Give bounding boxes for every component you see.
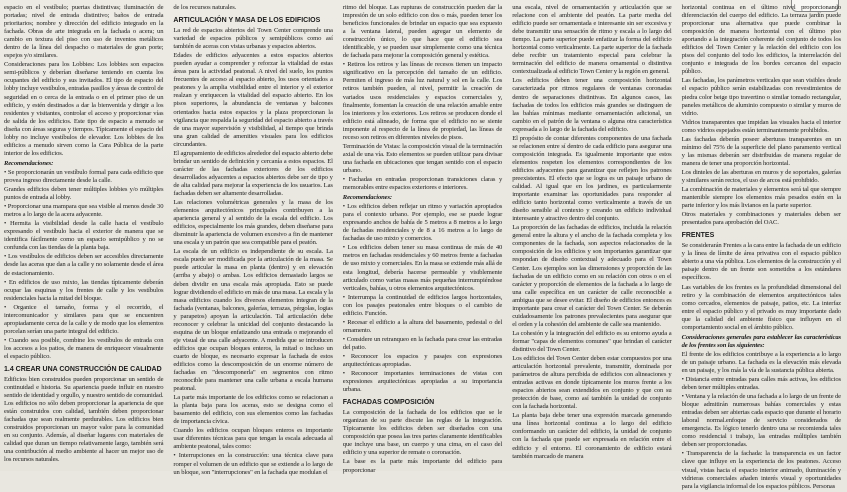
paragraph: Las relaciones volumétricas generales y la masa de los elementos arquitectónicos principales contribuyen a la apariencia general y al sentido de la escala del edificio. Los edificios, especialmente los más grandes, deben diseñarse para disminuir la apariencia de volumen excesivo a fin de mantener una escala y un patrón que sea compatible para el peatón. [173, 199, 333, 247]
paragraph: • Reconocer importantes terminaciones de vistas con expresiones arquitectónicas apropiadas a su importancia urbana. [342, 370, 503, 394]
paragraph: El agrupamiento de edificios alrededor del espacio abierto debe brindar un sentido de definición y cercanía a estos espacios. El carácter de las fachadas exteriores de los edificios desarrollados adyacentes a espacios abiertos debe ser de tipo y de alta calidad para mejorar la experiencia de los usuarios. Las fachadas deben ser altamente desarrolladas. [173, 149, 333, 197]
paragraph: horizontal continua en el último nivel proporcionando diferenciación del cuerpo del edificio. La terraza jardín puede proporcionar una alternativa que puede combinar la composición de manera horizontal con el último piso aportando a la integración coherente del conjunto de todos los edificios del Town Center y la relación del edificio con los pisos del conjunto del todo los edificios, la interrelación del conjunto e integrada de los bordes cercanos del espacio público. [681, 4, 841, 76]
paragraph: • Los edificios deben reflejar un ritmo y variación apropiados para el contexto urbano. Por ejemplo, ese se puede lograr expresando anchos de bahía de 5 metros a 8 metros a lo largo de fachadas residenciales y de 8 a 16 metros a lo largo de fachadas de uso mixto y comercios. [342, 203, 503, 243]
paragraph: Edades de edificios adyacentes a estos espacios abiertos pueden ayudar a comprender y reforzar la vitalidad de estas áreas para la actividad peatonal. A nivel del suelo, los puntos frecuentes de acceso al espacio abierto, los usos orientados a peatones y la amplia visibilidad entre el interior y el exterior realzan y enriquecen la vitalidad del espacio abierto. En los pisos superiores, la abundancia de ventanas y balcones orientados hacia estos espacios y la plaza proporcionan la vigilancia que respalda la seguridad del espacio abierto a través de una mayor supervisión y visibilidad, al tiempo que brinda una gran calidad de amenities visuales para los edificios circundantes. [173, 52, 333, 148]
paragraph: • Se proporcionarán un vestíbulo formal para cada edificio que provea ingreso directamente desde la calle. [4, 168, 164, 184]
paragraph: • Interrupciones en la construcción: una técnica clave para romper el volumen de un edificio que se extiende a lo largo de un bloque, son "interrupciones" en la fachada que modulan el [173, 452, 333, 476]
paragraph: una escala, nivel de ornamentación y articulación que se relacione con el ambiente del peatón. La parte media del edificio puede ser ornamentada e interesante sin ser excesiva y debe transmitir una sensación de ritmo y escala a lo largo del tiempo. La parte superior puede enfatizar la forma del edificio horizontal como verticalmente. La parte superior de la fachada debe recibir un tratamiento especial para celebrar la terminación del edificio de manera ornamental o distintiva contextualizada al edificio Town Center y la región en general. [512, 4, 672, 76]
paragraph: La parte más importante de los edificios como se relacionan a la planta baja para los aceras, esto se designa como el basamento del edificio, con sus elementos como las fachadas de importancia cívica. [173, 394, 333, 426]
paragraph: Los edificios del Town Center deben estar compuestos por una articulación horizontal prevalente, transmitir, dominada por parámetros de altura percibida de edificios con alineaciones y entradas activas en donde típicamente los muros frente a los espacios abiertos sean extendidos en conjunto y que con su protección de base, como así también la unidad de conjunto con la fachada horizontal. [512, 355, 672, 411]
paragraph: La planta baja debe tener una expresión marcada generando una línea horizontal continua a lo largo del edificio conformando un carácter del edificio, la unidad de conjunto con la fachada que puede ser expresada en relación entre el edificio y el entorno. El coronamiento de edificio estará también marcado de manera [512, 412, 672, 460]
section-heading: FRENTES [681, 232, 715, 240]
paragraph: • Cuando sea posible, combine los vestíbulos de entrada con los accesos a los patios, de manera de enriquecer visualmente el espacio público. [4, 336, 164, 360]
paragraph: Terminación de Vistas: la composición visual de la terminación axial de una vía. Esto elementos se pueden utilizar para divisar una fachada en ubicaciones que tengan sentido con el espacio urbano. [342, 142, 503, 174]
paragraph: La escala de un edificio es independiente de su escala. La escala puede ser modificada por la articulación de la masa. Se puede articular la masa en planta (dentro) y en elevación (arriba y abajo) o ambas. Los edificios demasiado largos se deben dividir en una escala más apropiada. Esto se puede lograr dividiendo el edificio en más de una masa. La escala y la masa edificios cuando los diversos elementos integran de la fachada (ventanas, balcones, galerías, terrazas, pérgolas, logias y parapetos) apoyan la articulación. Tal articulación debe reconocer y celebrar la unicidad del conjunto destacando la esquina de un bloque enfatizando una entrada o mejorando el eje visual de una calle adyacente. A medida que se introducen edificios que ocupan bloques enteros, la mitad o incluso un cuarto de bloque, es necesario expresar la fachada de estos edificios como la descomposición de un enorme número de fachadas en "descomponerla" en segmentos con ritmo reconocible para mantener una calle urbana a escala humana peatonal. [173, 248, 333, 393]
paragraph: Las fachadas deberán poseer aberturas transparentes en un mínimo del 75% de la superficie del plano paramento vertical y las mismas deberán ser distribuidas de manera regular de manera de tener una proporción horizontal. [681, 135, 841, 167]
section-heading: ARTICULACIÓN Y MASA DE LOS EDIFICIOS [173, 17, 321, 25]
subheading: Recomendaciones: [4, 159, 54, 167]
section-heading: FACHADAS COMPOSICIÓN [342, 399, 435, 407]
paragraph: • Organice el tamaño, forma y el recorrido, el intercomunicador y similares para que se encuentren apropiadamente cerca de la calle y de modo que los elementos porcelan serían una parte integral del edificio. [4, 303, 164, 335]
subheading: Recomendaciones: [342, 194, 392, 202]
paragraph: • Proporcionar una mampara que sea visible al menos desde 30 metros a lo largo de la acera adyacente. [4, 203, 164, 219]
paragraph: ritmo del bloque. Las rupturas de construcción pueden dar la impresión de un solo edificio con dos o más, pueden tener los beneficios funcionales de brindar un espacio que sea expuesto a la ventana lateral, pueden agregar un elemento de construcción único, lo que hace que el edificio sea identificable, y se pueden usar simplemente como una técnica de fachada para mejorar la composición general y estética. [342, 4, 503, 60]
paragraph: Los edificios deben tener una composición horizontal caracterizada por ritmos regulares de ventanas coronadas dentro de separaciones distintivas. En algunos casos, las fachadas de todos los edificios más grandes se distinguen de las bahías mínimas mediante ornamentación adicional, un cambio en el patrón de la ventana o alguna otra característica expresada a lo largo de la fachada del edificio. [512, 77, 672, 133]
text-column-3 [343, 4, 502, 492]
paragraph: • Retiros los retiros y las líneas de recesos tienen un impacto significativo en la percepción del tamaño de un edificio. Permiten el ingreso de más luz natural y sol en la calle. Los retiros también pueden, al nivel, permitir la creación de variados usos residenciales y espacios comerciales y, finalmente, fomentan la creación de una relación amable entre los interiores y los exteriores. Los retiros se producen donde el edificio está alineado, de forma que el edificio no se siente imponente al respecto de la línea de propiedad, las líneas de receso son retiros en diferentes niveles de pisos. [342, 61, 503, 141]
text-columns [4, 4, 841, 490]
paragraph: La composición de la fachada de los edificios que se le organizan de su parte discute las reglas de la integración. Típicamente los edificios deben ser diseñados con una composición que posea las tres partes claramente identificables que incluye una base, un cuerpo y una cima, en el caso del edificio y una superior de remate o coronación. [342, 409, 503, 457]
paragraph: Grandes edificios deben tener múltiples lobbies y/o múltiples puntos de entrada al lobby. [4, 186, 164, 202]
text-column-1 [4, 4, 163, 492]
paragraph: • En edificios de uso mixto, las tiendas típicamente deberán ocupar las esquinas y los frentes de calle y los vestíbulos residenciales hacia la mitad del bloque. [4, 278, 164, 302]
paragraph: • Ventana y la relación de una fachada a lo largo de un frente de bloque admitirán numerosas bahías comerciales y estas entradas deben ser abiertas cada espacio que durante el horario laboral normal.enfoque de servicio considerados de emergencia. Es lógico tenerlo dentro una se recomienda tales como residencial i trabajo, las entradas múltiples también deben ser proporcionadas. [681, 393, 841, 449]
text-column-2 [173, 4, 332, 492]
paragraph: El frente de los edificios contribuye a la experiencia a lo largo de un paisaje urbano. La fachada es la elevación más elevada en un paisaje, y los más la vía de la sustancia pública abierta. [681, 350, 841, 374]
paragraph: • Recesar el edificio a la altura del basamento, pedestal o del ornamento. [342, 318, 503, 334]
paragraph: El propósito de contar diferentes componentes de una fachada se relacionen entre sí dentro de cada edificio para asegurar una composición integrada. Es igualmente importante que estos elementos respeten los elementos correspondientes de los edificios adyacentes para garantizar que reflejen los patrones preexistentes. El efecto que se logra es un paisaje urbano de calidad. Al igual que en los jardines, es particularmente importante examinar las oportunidades para responder al edificio tanto horizontal como verticalmente a través de un diseño sensible al contexto y creando un edificio individual interesante y atractivo dentro del conjunto. [512, 134, 672, 223]
paragraph: • Distancia entre entradas para calles más activas, los edificios deben tener múltiples entradas. [681, 376, 841, 392]
paragraph: Consideraciones para los Lobbies: Los lobbies son espacios semi-públicos y deberían diseñarse teniendo en cuenta los ocupantes del edificio y sus invitados. El tipo de espacio del lobby incluye vestíbulos, entradas pasillos y áreas de control de seguridad en o cerca de la entrada o en el primer piso de un edificio, y estén destinados a dar la bienvenida y dirigir a los residentes y visitantes, controlar el acceso y proporcionar vías de salida de los edificios. Este tipo de espacio a menudo se diseña con áreas seguras y tiempos. Típicamente el espacio del lobby no incluye vestíbulos de elevador. Los lobbies de los edificios a menudo sirven como la Cara Pública de la parte interior de los edificios. [4, 61, 164, 157]
paragraph: La combinación de materiales y elementos será tal que siempre mantenible siempre los elementos más pesados estén en la parte inferior y los más livianos en la parte superior. [681, 186, 841, 210]
paragraph: • Interrumpa la continuidad de edificios largos horizontales, con los pasajes peatonales entre bloques o el cambio de edificio. Función. [342, 293, 503, 317]
paragraph: Edificios bien construidos pueden proporcionar un sentido de continuidad e historia. Su apariencia puede influir en nuestro sentido de identidad y orgullo, y nuestro sentido de comunidad. Los edificios no sólo deben proporcionar la apariencia de que están construidos con calidad, también deben proporcionar fachadas que sean realmente perdurables. Los edificios bien construidos proporcionan un mayor valor para la comunidad en su conjunto. Además, al diseñar lugares con materiales de calidad que duran un tiempo relativamente largo, también será una contribución al medio ambiente al hacer un mejor uso de los recursos naturales. [4, 376, 164, 464]
paragraph: • Transparencia de la fachada: la transparencia es un factor clave que influye en la experiencia de los peatones. Acceso visual, vistas hacia el espacio interior animado, iluminación y vidrieras comerciales añaden interés visual y oportunidades para la vigilancia informal de los espacios públicos. Personas [681, 450, 841, 490]
paragraph: • Considere un retranqueo en la fachada para crear las entradas del patio. [342, 335, 503, 351]
paragraph: • Fachadas en entradas proporcionan transiciones claras y memorables entre espacios exteriores e interiores. [342, 175, 503, 192]
paragraph: • Reconocer los espacios y pasajes con expresiones arquitectónicas apropiadas. [342, 352, 503, 369]
paragraph: Las variables de los frentes es la profundidad dimensional del retiro y la combinación de elementos arquitectónicos tales como cercados, elementos de paisaje, patios, etc. La interfaz entre el espacio público y el privado es muy importante dado que la calidad del ambiente físico que influyen en el comportamiento social en el ámbito público. [681, 283, 841, 331]
paragraph: Otros materiales y combinaciones y materiales deben ser presentados para aprobación del OAC. [681, 211, 841, 227]
paragraph: de los recursos naturales. [173, 4, 237, 11]
subheading: Consideraciones generales para establecer las características de los frentes son las siguientes: [681, 333, 841, 349]
paragraph: Vidrios transparentes que impidan las visuales hacia el interior como vidrios espejados están terminantemente prohibidos. [681, 118, 841, 134]
paragraph: La proporción de las fachadas de edificios, incluida la relación general entre la altura y el ancho de la fachada completa y los componentes de la fachada, son aspectos relacionados de la composición de los edificios y son importantes garantizar que respondan de diseño contextual y adecuado para el Town Center. Los ejemplos son las dimensiones y proporción de las fachadas de un edificio como en su relación con otros o en el carácter y proporción de elementos de la fachada a lo largo de una calle específica en un carácter de calle reconocible a ambigua que se desee evitar. El diseño de edificios entonces es importante para crear el carácter del Town Center. Se deberán cuidadosamente los patrones prevalecientes para asegurar que el orden y la cohesión del ambiente de calle sea mantenido. [512, 224, 672, 328]
paragraph: Cuando los edificios ocupan bloques enteros es importante usar diferentes técnicas para que tengan la escala adecuada al ambiente peatonal, tales como: [173, 427, 333, 451]
paragraph: • Hermita la visibilidad desde la calle hacia el vestíbulo expresando el vestíbulo hacia el exterior de manera que se identifica fácilmente como un espacio semipúblico y no se confunda con las tiendas de la planta baja. [4, 220, 164, 252]
paragraph: • Los edificios deben tener su masa continua de más de 40 metros en fachadas residenciales y 60 metros frente a fachadas de uso mixto y comerciales. En la masa se extiende más allá de esta longitud, debería hacerse permeable y visiblemente articulado como varias masas más pequeñas interrumpiéndose verticales, bahías, u otros elementos arquitectónicos. [342, 244, 503, 292]
paragraph: espacio en el vestíbulo; puertas distintivas; iluminación de portadas; nivel de entrada distintivo; baños de entrada prioritarios; nombre y dirección del edificio integrado en la fachada. Obras de arte integrada en la fachada o acera; un cambio en textura del piso con uso de inventos metálicos dentro de la línea del despacho o materiales de gran porte; espejos y/o similares. [4, 4, 164, 60]
paragraph: • Los vestíbulos de edificios deben ser accesibles directamente desde las aceras que dan a la calle y no solamente desde el área de estacionamiento. [4, 253, 164, 277]
paragraph: Los dinteles de las aberturas en muros y de soportales, galerías y similares serán rectos, el uso de arcos está prohibido. [681, 168, 841, 184]
text-column-4 [512, 4, 671, 492]
section-heading: 1.4 CREAR UNA CONSTRUCCIÓN DE CALIDAD [4, 366, 162, 374]
paragraph: La red de espacios abiertos del Town Center comprende una variedad de espacios públicos y semipúblicos como así también de aceras con vistas urbanas y espacios abiertos. [173, 27, 333, 51]
paragraph: La cohesión y la integración del edificio es su entorno ayuda a formar "capas de elementos comunes" que brindan el carácter distintivo del Town Center. [512, 329, 672, 353]
paragraph: Se considerarán Frentes a la cara entre la fachada de un edificio y la línea de límite de área privativa con el espacio público abierto a una vía pública. Los elementos de la construcción y el paisaje dentro de un frente son sometidos a los estándares específicos. [681, 242, 841, 282]
paragraph: Las fachadas, los parámetros verticales que sean visibles desde el espacio público serán estabilizadas con revestimientos de piedra color beige tipo travertino o similar tomado rectangular, paneles metálicos de aluminio compuesto o similar y muros de vidrio. [681, 77, 841, 117]
paragraph: La base es la parte más importante del edificio para proporcionar [342, 458, 503, 474]
text-column-5 [682, 4, 841, 492]
